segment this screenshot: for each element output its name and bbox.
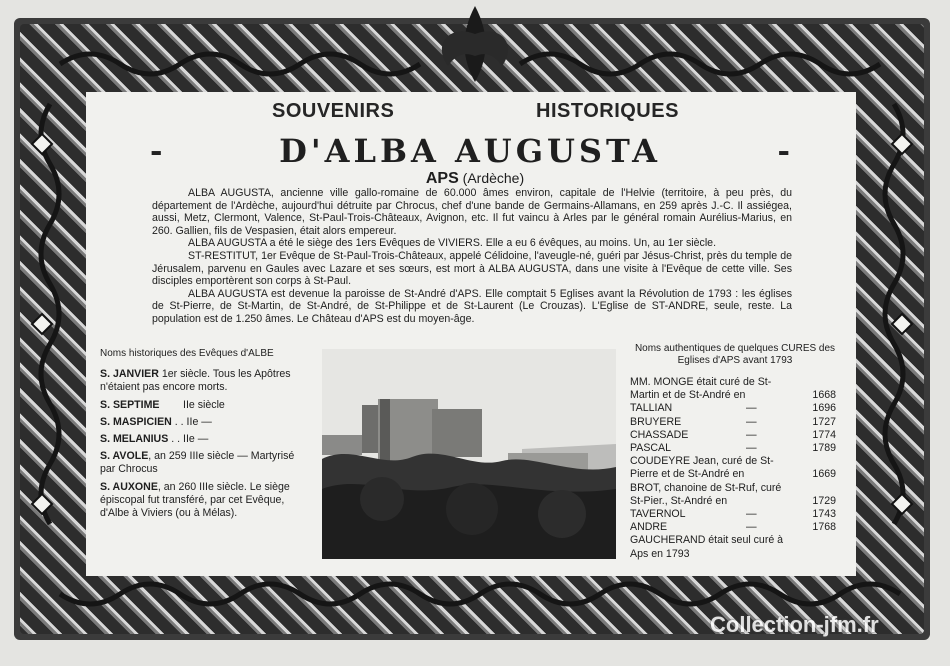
subtitle [0, 170, 950, 188]
history-text [152, 187, 792, 326]
castle-illustration [322, 349, 616, 559]
list-item: GAUCHERAND était seul curé à Aps en 1793 [630, 534, 784, 560]
cures-heading: Noms authentiques de quelques CURES des Eglises d'APS avant 1793 [634, 343, 836, 366]
list-item: PASCAL — 1789 [630, 442, 836, 455]
main-title: D'ALBA AUGUSTA [279, 132, 661, 170]
list-item: S. AUXONE, an 260 IIIe siècle. Le siège épiscopal fut transféré, par cet Evêque, d'Albe à Viviers (ou à Mélas). [100, 480, 290, 520]
watermark: Collection-jfm.fr [710, 612, 879, 637]
list-item: COUDEYRE Jean, curé de St-Pierre et de St-André en 1669 [630, 455, 836, 481]
list-item: S. JANVIER 1er siècle. Tous les Apôtres n'étaient pas encore morts. [100, 368, 291, 394]
bishops-list [100, 347, 310, 524]
region-name: (Ardèche) [462, 170, 525, 186]
list-item: CHASSADE — 1774 [630, 428, 836, 441]
list-item: S. AVOLE, an 259 IIIe siècle — Martyrisé par Chrocus [100, 450, 295, 476]
list-item: TALLIAN — 1696 [630, 402, 836, 415]
list-item: BRUYERE — 1727 [630, 415, 836, 428]
heading-souvenirs: SOUVENIRS [272, 100, 395, 122]
list-item: S. MELANIUS . . IIe — [100, 433, 209, 446]
list-item: TAVERNOL — 1743 [630, 508, 836, 521]
castle-photo [322, 349, 616, 559]
paragraph: ST-RESTITUT, 1er Evêque de St-Paul-Trois-Châteaux, appelé Célidoine, l'aveugle-né, guéri par Jésus-Christ, près du temple de Jérusalem, parvenu en Gaules avec Lazare et ses sœurs, est mort à ALBA AUGUSTA, dans une visite à l'Evêque de cette ville. Ses disciples emportèrent son corps à St-Paul. [152, 249, 792, 288]
paragraph: ALBA AUGUSTA, ancienne ville gallo-romaine de 60.000 âmes environ, capitale de l'Helvie (territoire, à peu près, du département de l'Ardèche, aujourd'hui détruite par Chrocus, chef d'une bande de Germains-Allamans, en 259 après J.-C. Il assiégea, aussi, Metz, Clermont, Valence, St-Paul-Trois-Châteaux, Avignon, etc. Il fut vaincu à Arles par le général romain Aurélius-Marius, en 260. Gallien, fils de Vespasien, était alors empereur. [152, 187, 792, 237]
cures-list [630, 343, 840, 561]
fleur-de-lis-ornament [420, 4, 530, 86]
paragraph: ALBA AUGUSTA est devenue la paroisse de St-André d'APS. Elle comptait 5 Eglises avant la Révolution de 1793 : les églises de St-Pierre, de St-Martin, de St-André, de St-Philippe et de St-Laurent (Le Crouzas). L'Eglise de ST-ANDRE, seule, reste. La population est de 1.250 âmes. Le Château d'APS est du moyen-âge. [152, 287, 792, 325]
list-item: MM. MONGE était curé de St-Martin et de St-André en 1668 [630, 376, 836, 402]
paragraph: ALBA AUGUSTA a été le siège des 1ers Evêques de VIVIERS. Elle a eu 6 évêques, au moins. Un, au 1er siècle. [188, 237, 717, 250]
list-item: BROT, chanoine de St-Ruf, curé St-Pier., St-André en 1729 [630, 481, 836, 507]
title-dash-right: - [777, 134, 790, 169]
title-dash-left: - [150, 134, 163, 169]
heading-historiques: HISTORIQUES [536, 100, 679, 122]
list-item: ANDRE — 1768 [630, 521, 836, 534]
list-item: S. MASPICIEN . . IIe — [100, 415, 212, 428]
place-name: APS [425, 170, 459, 187]
list-item: S. SEPTIME IIe siècle [100, 398, 225, 411]
bishops-heading: Noms historiques des Evêques d'ALBE [100, 348, 274, 359]
title-row [150, 134, 790, 170]
